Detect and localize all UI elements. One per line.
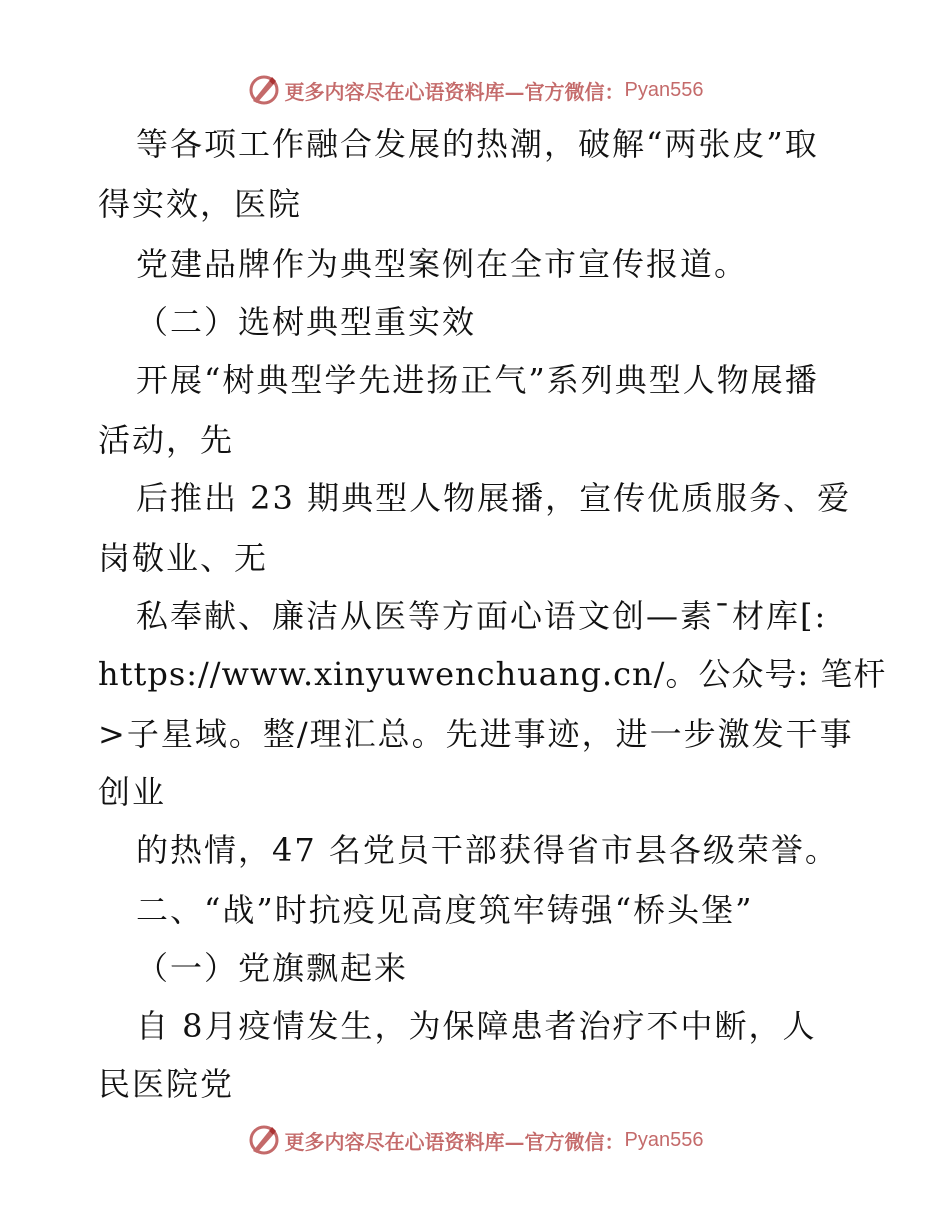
text-line: 岗敬业、无	[98, 539, 269, 577]
text-line: 得实效，医院	[98, 185, 303, 223]
text-line: 自 8月疫情发生，为保障患者治疗不中断，人	[136, 1007, 817, 1045]
text-line: 后推出 23 期典型人物展播，宣传优质服务、爱	[136, 479, 852, 517]
header-watermark	[0, 70, 950, 110]
text-line: 的热情，47 名党员干部获得省市县各级荣誉。	[136, 831, 839, 869]
pen-logo-icon	[247, 73, 281, 107]
text-line: 开展“树典型学先进扬正气”系列典型人物展播	[136, 361, 819, 399]
text-line: 私奉献、廉洁从医等方面心语文创—素¯材库[:	[136, 597, 828, 635]
section-heading: 二、“战”时抗疫见高度筑牢铸强“桥头堡”	[136, 891, 754, 929]
text-line: 等各项工作融合发展的热潮，破解“两张皮”取	[136, 125, 819, 163]
watermark-id: Pyan556	[624, 1128, 704, 1151]
section-heading: （一）党旗飘起来	[136, 949, 409, 987]
watermark-id: Pyan556	[624, 78, 704, 101]
watermark-text: 更多内容尽在心语资料库—官方微信：	[284, 79, 625, 104]
text-line: 活动，先	[98, 421, 235, 459]
text-line: https://www.xinyuwenchuang.cn/。公众号: 笔杆	[98, 655, 887, 693]
text-line: 党建品牌作为典型案例在全市宣传报道。	[136, 245, 749, 283]
watermark-text: 更多内容尽在心语资料库—官方微信：	[284, 1129, 625, 1154]
pen-logo-icon	[247, 1123, 281, 1157]
text-line: >子星域。整/理汇总。先进事迹，进一步激发干事	[98, 715, 854, 753]
text-line: 创业	[98, 773, 167, 811]
footer-watermark	[0, 1120, 950, 1160]
text-line: 民医院党	[98, 1065, 235, 1103]
section-heading: （二）选树典型重实效	[136, 303, 477, 341]
